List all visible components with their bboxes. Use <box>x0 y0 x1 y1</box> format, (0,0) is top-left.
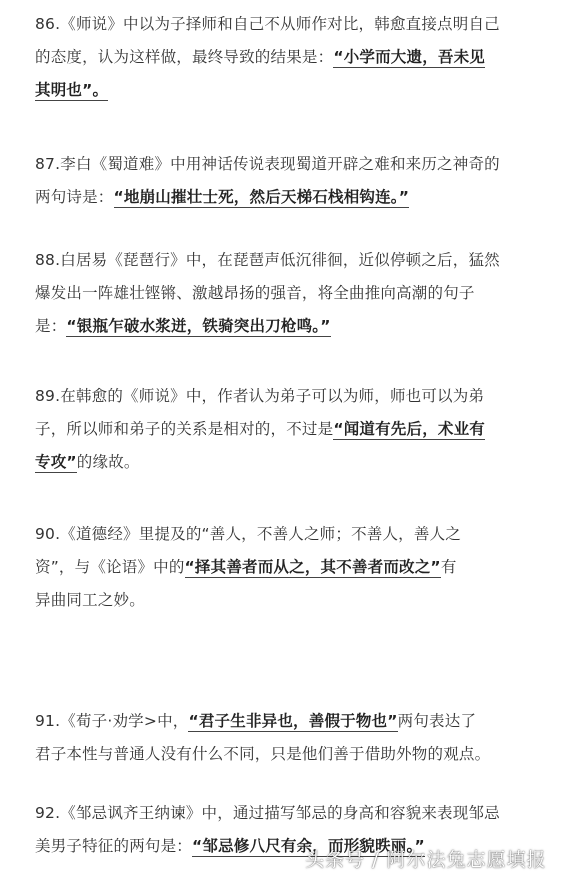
text-line <box>35 74 540 107</box>
plain-text: 君子本性与普通人没有什么不同，只是他们善于借助外物的观点。 <box>35 745 491 763</box>
text-line <box>35 277 540 310</box>
question-90 <box>35 518 540 617</box>
question-89 <box>35 380 540 479</box>
text-line <box>35 380 540 413</box>
answer-text: “小学而大遗，吾未见 <box>333 48 486 66</box>
plain-text: 子，所以师和弟子的关系是相对的，不过是 <box>35 420 334 438</box>
plain-text: 资”，与《论语》中的 <box>35 558 185 576</box>
plain-text: 是： <box>35 317 67 335</box>
answer-text: “邹忌修八尺有余，而形貌昳丽。” <box>192 837 425 855</box>
text-line <box>35 705 540 738</box>
text-line <box>35 244 540 277</box>
text-line <box>35 181 540 214</box>
answer-text: “闻道有先后，术业有 <box>333 420 486 438</box>
plain-text: 的缘故。 <box>76 453 140 471</box>
text-line <box>35 518 540 551</box>
text-line <box>35 310 540 343</box>
answer-text: 其明也”。 <box>35 81 109 99</box>
text-line <box>35 41 540 74</box>
plain-text: 87.李白《蜀道难》中用神话传说表现蜀道开辟之难和来历之神奇的 <box>35 155 500 173</box>
question-86 <box>35 8 540 107</box>
text-line <box>35 797 540 830</box>
text-line <box>35 446 540 479</box>
plain-text: 爆发出一阵雄壮铿锵、激越昂扬的强音，将全曲推向高潮的句子 <box>35 284 475 302</box>
plain-text: 86.《师说》中以为子择师和自己不从师作对比，韩愈直接点明自己 <box>35 15 500 33</box>
plain-text: 91.《荀子·劝学>中， <box>35 712 189 730</box>
plain-text: 的态度，认为这样做，最终导致的结果是： <box>35 48 334 66</box>
plain-text: 89.在韩愈的《师说》中，作者认为弟子可以为师，师也可以为弟 <box>35 387 485 405</box>
answer-text: “银瓶乍破水浆迸，铁骑突出刀枪鸣。” <box>66 317 331 335</box>
plain-text: 92.《邹忌讽齐王纳谏》中，通过描写邹忌的身高和容貌来表现邹忌 <box>35 804 500 822</box>
answer-text: “择其善者而从之，其不善者而改之” <box>184 558 441 576</box>
plain-text: 两句表达了 <box>397 712 477 730</box>
plain-text: 美男子特征的两句是： <box>35 837 193 855</box>
plain-text: 90.《道德经》里提及的“善人，不善人之师；不善人，善人之 <box>35 525 461 543</box>
watermark-label: 头条号 / 阿尔法兔志愿填报 <box>305 849 547 871</box>
answer-text: “君子生非异也，善假于物也” <box>188 712 398 730</box>
question-88 <box>35 244 540 343</box>
question-91 <box>35 705 540 771</box>
text-line <box>35 8 540 41</box>
plain-text: 两句诗是： <box>35 188 114 206</box>
text-line <box>35 584 540 617</box>
plain-text: 有 <box>440 558 457 576</box>
text-line <box>35 551 540 584</box>
plain-text: 异曲同工之妙。 <box>35 591 145 609</box>
text-line <box>35 413 540 446</box>
text-line <box>35 738 540 771</box>
answer-text: 专攻” <box>35 453 77 471</box>
answer-text: “地崩山摧壮士死，然后天梯石栈相钩连。” <box>113 188 410 206</box>
plain-text: 88.白居易《琵琶行》中，在琵琶声低沉徘徊，近似停顿之后，猛然 <box>35 251 500 269</box>
text-line <box>35 148 540 181</box>
question-87 <box>35 148 540 214</box>
